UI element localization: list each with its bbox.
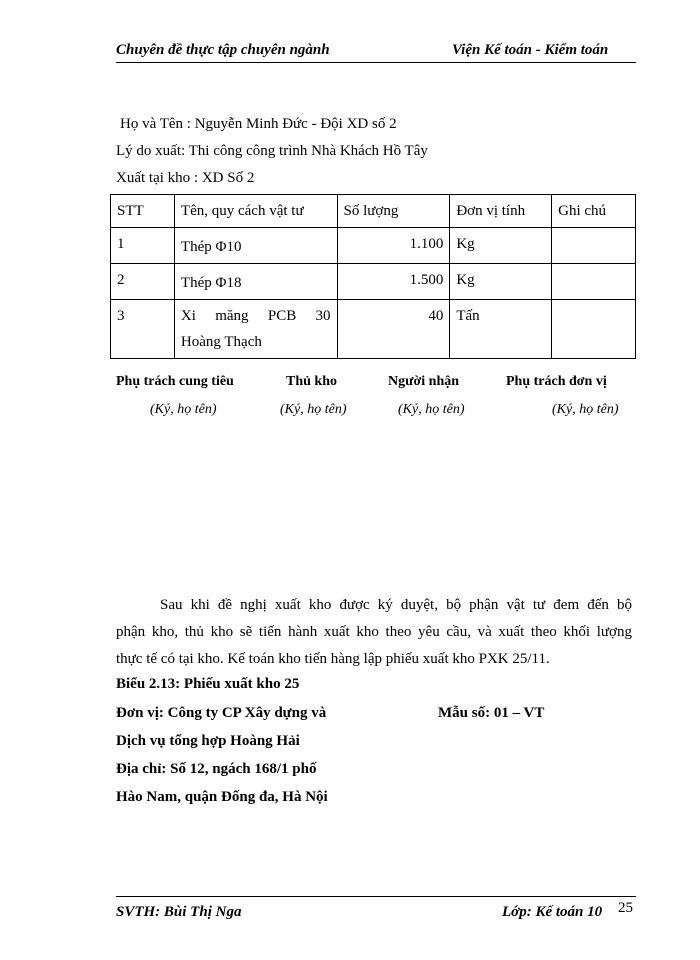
header-title: Chuyên đề thực tập chuyên ngành	[116, 42, 330, 58]
footer-rule	[116, 896, 636, 897]
cell-stt: 1	[111, 228, 175, 264]
col-header-name: Tên, quy cách vật tư	[174, 195, 337, 228]
form-number: Mẫu số: 01 – VT	[438, 705, 545, 721]
cell-name	[174, 300, 337, 359]
cell-unit: Kg	[450, 264, 552, 300]
col-header-stt: STT	[111, 195, 175, 228]
cell-unit: Kg	[450, 228, 552, 264]
form-caption: Biểu 2.13: Phiếu xuất kho 25	[116, 676, 300, 692]
paragraph-line: Sau khi đề nghị xuất kho được ký duyệt, bộ phận vật tư đem đến bộ	[160, 597, 632, 613]
sig-supply-manager: Phụ trách cung tiêu	[116, 374, 234, 389]
sig-receiver-sub: (Ký, họ tên)	[398, 402, 465, 417]
cell-unit: Tấn	[450, 300, 552, 359]
stock-table	[110, 194, 636, 359]
cell-qty: 40	[337, 300, 450, 359]
footer-student: SVTH: Bùi Thị Nga	[116, 904, 242, 920]
table-row	[111, 264, 636, 300]
col-header-qty: Số lượng	[337, 195, 450, 228]
address-line1: Địa chỉ: Số 12, ngách 168/1 phố	[116, 761, 317, 777]
sig-storekeeper: Thủ kho	[286, 374, 337, 389]
body-paragraph	[116, 592, 632, 673]
table-header-row	[111, 195, 636, 228]
warehouse-line: Xuất tại kho : XD Số 2	[116, 170, 255, 186]
col-header-unit: Đơn vị tính	[450, 195, 552, 228]
cell-name: Thép Φ10	[174, 228, 337, 264]
cell-qty: 1.100	[337, 228, 450, 264]
page-number: 25	[618, 900, 633, 916]
cell-stt: 2	[111, 264, 175, 300]
address-line2: Hào Nam, quận Đống đa, Hà Nội	[116, 789, 328, 805]
name-line: Họ và Tên : Nguyễn Minh Đức - Đội XD số 2	[120, 116, 397, 132]
col-header-note: Ghi chú	[552, 195, 636, 228]
footer-class: Lớp: Kế toán 10	[502, 904, 603, 920]
cell-note	[552, 228, 636, 264]
cell-note	[552, 300, 636, 359]
cell-qty: 1.500	[337, 264, 450, 300]
sig-unit-manager-sub: (Ký, họ tên)	[552, 402, 619, 417]
sig-receiver: Người nhận	[388, 374, 460, 389]
company-name-line1: Đơn vị: Công ty CP Xây dựng và	[116, 705, 327, 721]
paragraph-line: phận kho, thủ kho sẽ tiến hành xuất kho theo yêu cầu, và xuất theo khối lượng	[116, 624, 632, 640]
sig-unit-manager: Phụ trách đơn vị	[506, 374, 607, 389]
cell-name: Thép Φ18	[174, 264, 337, 300]
cell-stt: 3	[111, 300, 175, 359]
cell-name-line1: Xi măng PCB 30	[180, 308, 331, 324]
sig-supply-manager-sub: (Ký, họ tên)	[150, 402, 217, 417]
cell-note	[552, 264, 636, 300]
reason-line: Lý do xuất: Thi công công trình Nhà Khách Hồ Tây	[116, 143, 428, 159]
cell-name-line2: Hoàng Thạch	[180, 334, 262, 350]
table-row	[111, 228, 636, 264]
company-name-line2: Dịch vụ tổng hợp Hoàng Hải	[116, 733, 300, 749]
header-institute: Viện Kế toán - Kiểm toán	[452, 42, 609, 58]
sig-storekeeper-sub: (Ký, họ tên)	[280, 402, 347, 417]
paragraph-line: thực tế có tại kho. Kế toán kho tiến hàng lập phiếu xuất kho PXK 25/11.	[116, 651, 550, 667]
table-row	[111, 300, 636, 359]
header-rule	[116, 62, 636, 63]
